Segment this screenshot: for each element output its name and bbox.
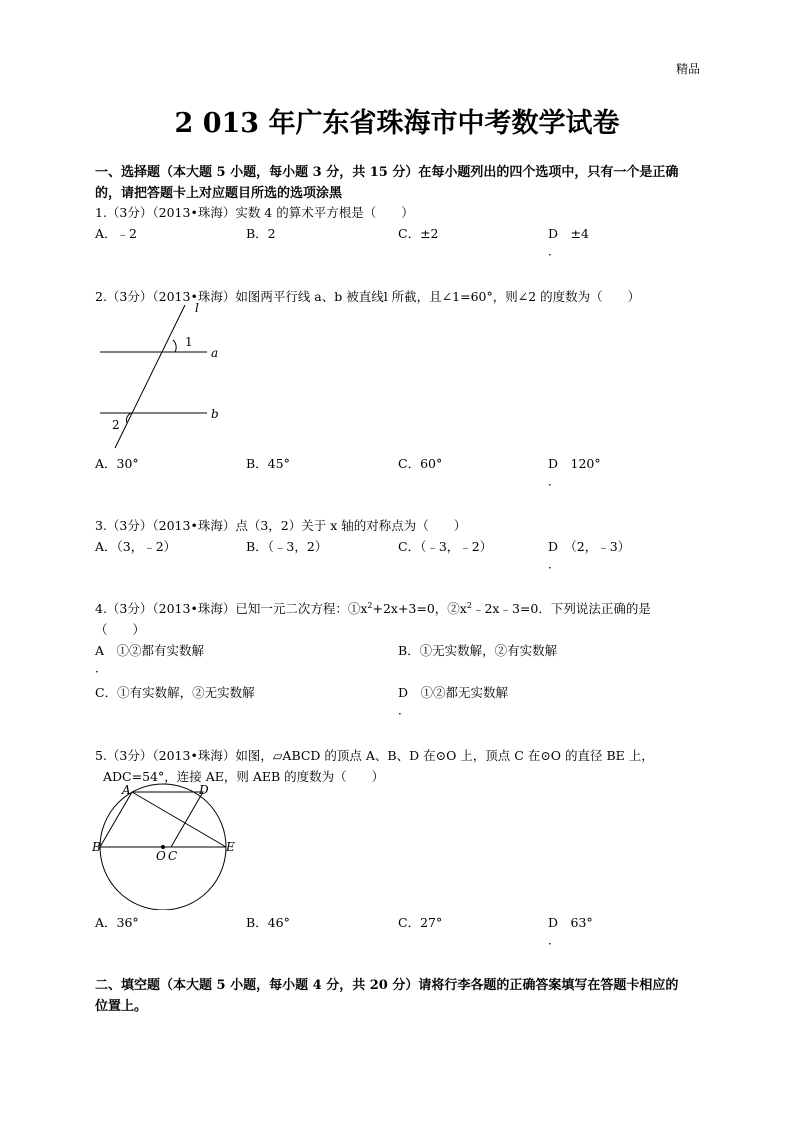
q4-option-a-dot: ． (95, 661, 108, 675)
label-angle2: 2 (112, 418, 120, 432)
q3-stem: 3.（3分）（2013•珠海）点（3，2）关于 x 轴的对称点为（ ） (95, 518, 467, 533)
section2-heading-line1: 二、填空题（本大题 5 小题，每小题 4 分，共 20 分）请将行李各题的正确答案填写在答题卡相应的 (95, 978, 679, 993)
q5-option-d: D 63° (548, 915, 593, 930)
label-E: E (226, 840, 235, 854)
q3-option-d: D （2，﹣3） (548, 539, 631, 554)
q3-option-c: C．（﹣3，﹣2） (398, 539, 493, 554)
section1-heading-line2: 的，请把答题卡上对应题目所选的选项涂黑 (95, 186, 343, 201)
q1-stem: 1.（3分）（2013•珠海）实数 4 的算术平方根是（ ） (95, 205, 414, 220)
q5-stem-line2: ADC=54°，连接 AE，则 AEB 的度数为（ ） (103, 769, 385, 784)
line-l (115, 305, 185, 448)
q2-stem: 2.（3分）（2013•珠海）如图两平行线 a、b 被直线l 所截，且∠1=60°，则∠2 的度数为（ ） (95, 289, 641, 304)
label-B: B (92, 840, 101, 854)
q1-option-c: C．±2 (398, 226, 439, 241)
angle1-arc (173, 340, 176, 352)
q3-option-a: A．（3，﹣2） (95, 539, 177, 554)
q2-option-c: C．60° (398, 456, 443, 471)
q2-option-a: A．30° (95, 456, 139, 471)
corner-tag: 精品 (676, 62, 701, 76)
q2-option-b: B．45° (246, 456, 290, 471)
q1-option-b: B．2 (246, 226, 276, 241)
parallelogram-abcd (100, 792, 203, 847)
q1-option-d: D ±4 (548, 226, 589, 241)
label-D: D (199, 783, 209, 797)
q4-option-d: D ①②都无实数解 (398, 685, 509, 700)
label-A: A (122, 783, 131, 797)
label-a: a (211, 346, 219, 360)
q4-stem-pre: 4.（3分）（2013•珠海）已知一元二次方程：①x (95, 601, 368, 616)
q1-option-a: A．﹣2 (95, 226, 137, 241)
q2-option-d: D 120° (548, 456, 601, 471)
q4-exp1: 2 (367, 600, 373, 610)
label-l: l (195, 301, 199, 315)
q5-option-a: A．36° (95, 915, 139, 930)
q3-option-d-dot: ． (548, 557, 561, 571)
label-b: b (211, 407, 219, 421)
label-O: O (156, 849, 166, 863)
q5-option-b: B．46° (246, 915, 290, 930)
q3-option-b: B．（﹣3，2） (246, 539, 328, 554)
q4-stem (95, 599, 651, 617)
q4-stem-post: ﹣2x﹣3=0．下列说法正确的是 (471, 601, 651, 616)
section1-heading-line1: 一、选择题（本大题 5 小题，每小题 3 分，共 15 分）在每小题列出的四个选项中，只有一个是正确 (95, 165, 679, 180)
q4-option-c: C．①有实数解，②无实数解 (95, 685, 255, 700)
page-title: 2 013 年广东省珠海市中考数学试卷 (174, 108, 620, 139)
section2-heading-line2: 位置上。 (95, 999, 148, 1014)
q4-stem-mid: +2x+3=0，②x (372, 601, 467, 616)
label-C: C (168, 849, 178, 863)
q4-stem-line2: （ ） (95, 622, 146, 637)
label-angle1: 1 (185, 335, 193, 349)
q4-option-d-dot: ． (398, 703, 411, 717)
q1-option-d-dot: ． (548, 244, 561, 258)
q5-option-d-dot: ． (548, 933, 561, 947)
q5-figure (92, 780, 242, 910)
q4-option-b: B．①无实数解，②有实数解 (398, 643, 558, 658)
segment-ae (132, 792, 226, 847)
q2-figure (95, 300, 235, 450)
q5-option-c: C．27° (398, 915, 443, 930)
q2-option-d-dot: ． (548, 474, 561, 488)
q5-stem: 5.（3分）（2013•珠海）如图，▱ABCD 的顶点 A、B、D 在⊙O 上，顶点 C 在⊙O 的直径 BE 上， (95, 748, 654, 763)
q4-option-a: A ①②都有实数解 (95, 643, 205, 658)
angle2-arc (126, 413, 131, 423)
q4-exp2: 2 (466, 600, 472, 610)
